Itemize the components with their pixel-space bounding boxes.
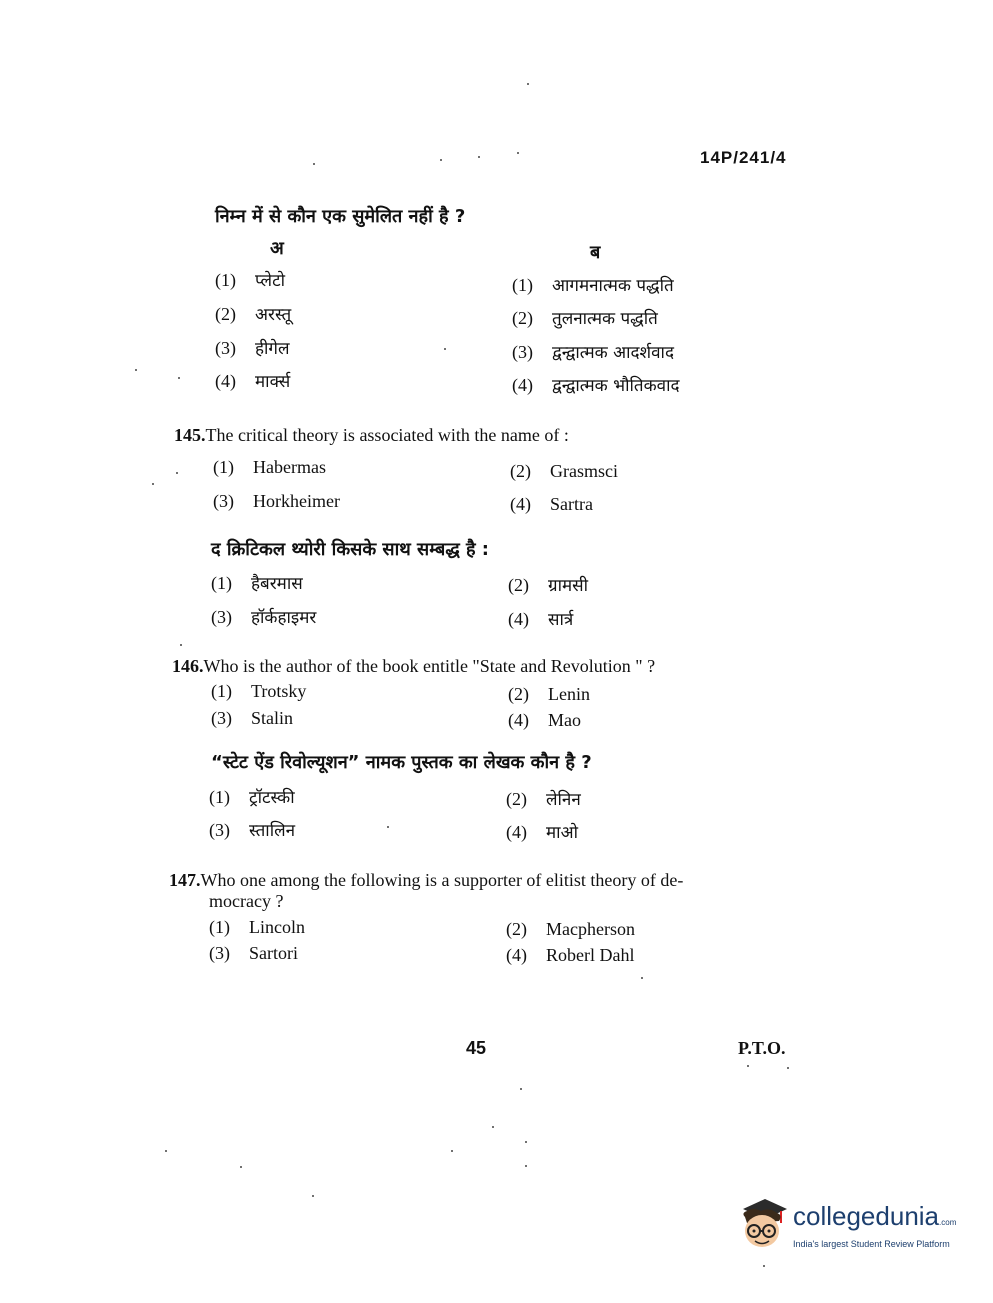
q145-option: (2) Grasmsci [510, 461, 618, 481]
q146-option-hindi: (3) स्तालिन [209, 820, 296, 841]
question-145-hindi: द क्रिटिकल थ्योरी किसके साथ सम्बद्ध है : [211, 539, 489, 560]
q144-col-a-item: (4) मार्क्स [215, 371, 291, 392]
scan-speck [641, 977, 643, 979]
scan-speck [527, 83, 529, 85]
scan-speck [152, 483, 154, 485]
scan-speck [747, 1065, 749, 1067]
question-147: 147.Who one among the following is a supporter of elitist theory of de- [169, 870, 684, 890]
scan-speck [478, 156, 480, 158]
q144-col-a-item: (2) अरस्तू [215, 304, 292, 325]
q147-option: (3) Sartori [209, 943, 298, 963]
q147-option: (4) Roberl Dahl [506, 945, 635, 965]
question-146-hindi: “स्टेट ऐंड रिवोल्यूशन” नामक पुस्तक का लेखक कौन है ? [211, 752, 592, 773]
scan-speck [313, 163, 315, 165]
q147-option: (2) Macpherson [506, 919, 635, 939]
q145-option-hindi: (4) सार्त्र [508, 609, 574, 630]
scan-speck [165, 1150, 167, 1152]
q145-option: (1) Habermas [213, 457, 326, 477]
scan-speck [312, 1195, 314, 1197]
column-b-heading: ब [590, 242, 601, 263]
collegedunia-logo [735, 1195, 965, 1265]
q145-option-hindi: (3) हॉर्कहाइमर [211, 607, 317, 628]
paper-code: 14P/241/4 [700, 148, 787, 167]
q146-option: (1) Trotsky [211, 681, 307, 701]
q144-col-a-item: (1) प्लेटो [215, 270, 286, 291]
scan-speck [178, 377, 180, 379]
scan-speck [525, 1165, 527, 1167]
q144-col-b-item: (2) तुलनात्मक पद्धति [512, 308, 658, 329]
q145-option: (4) Sartra [510, 494, 593, 514]
q144-col-a-item: (3) हीगेल [215, 338, 290, 359]
page-number: 45 [466, 1038, 487, 1058]
q146-option: (4) Mao [508, 710, 581, 730]
q146-option-hindi: (1) ट्रॉटस्की [209, 787, 295, 808]
scan-speck [135, 369, 137, 371]
student-mascot-icon [735, 1197, 791, 1257]
scan-speck [520, 1088, 522, 1090]
q146-option-hindi: (2) लेनिन [506, 789, 581, 810]
q147-option: (1) Lincoln [209, 917, 305, 937]
q146-option: (3) Stalin [211, 708, 294, 728]
q146-option: (2) Lenin [508, 684, 590, 704]
scan-speck [763, 1265, 765, 1267]
scan-speck [240, 1166, 242, 1168]
question-147-continued: mocracy ? [209, 891, 284, 911]
question-144-text: निम्न में से कौन एक सुमेलित नहीं है ? [215, 206, 466, 227]
column-a-heading: अ [270, 238, 284, 259]
q144-col-b-item: (3) द्वन्द्वात्मक आदर्शवाद [512, 342, 674, 363]
q145-option: (3) Horkheimer [213, 491, 340, 511]
scan-speck [444, 348, 446, 350]
scan-speck [180, 644, 182, 646]
scan-speck [387, 826, 389, 828]
q146-option-hindi: (4) माओ [506, 822, 578, 843]
q144-col-b-item: (1) आगमनात्मक पद्धति [512, 275, 674, 296]
q144-col-b-item: (4) द्वन्द्वात्मक भौतिकवाद [512, 375, 680, 396]
scan-speck [492, 1126, 494, 1128]
scan-speck [451, 1150, 453, 1152]
q145-option-hindi: (2) ग्रामसी [508, 575, 589, 596]
scan-speck [525, 1141, 527, 1143]
scan-speck [440, 159, 442, 161]
question-146: 146.Who is the author of the book entitle "State and Revolution " ? [172, 656, 656, 676]
pto-label: P.T.O. [738, 1038, 786, 1058]
logo-wordmark: collegedunia.com [793, 1201, 957, 1231]
question-145: 145.The critical theory is associated with the name of : [174, 425, 569, 445]
scan-speck [517, 152, 519, 154]
scan-speck [176, 472, 178, 474]
q145-option-hindi: (1) हैबरमास [211, 573, 303, 594]
scan-speck [787, 1067, 789, 1069]
logo-tagline: India's largest Student Review Platform [793, 1239, 950, 1249]
